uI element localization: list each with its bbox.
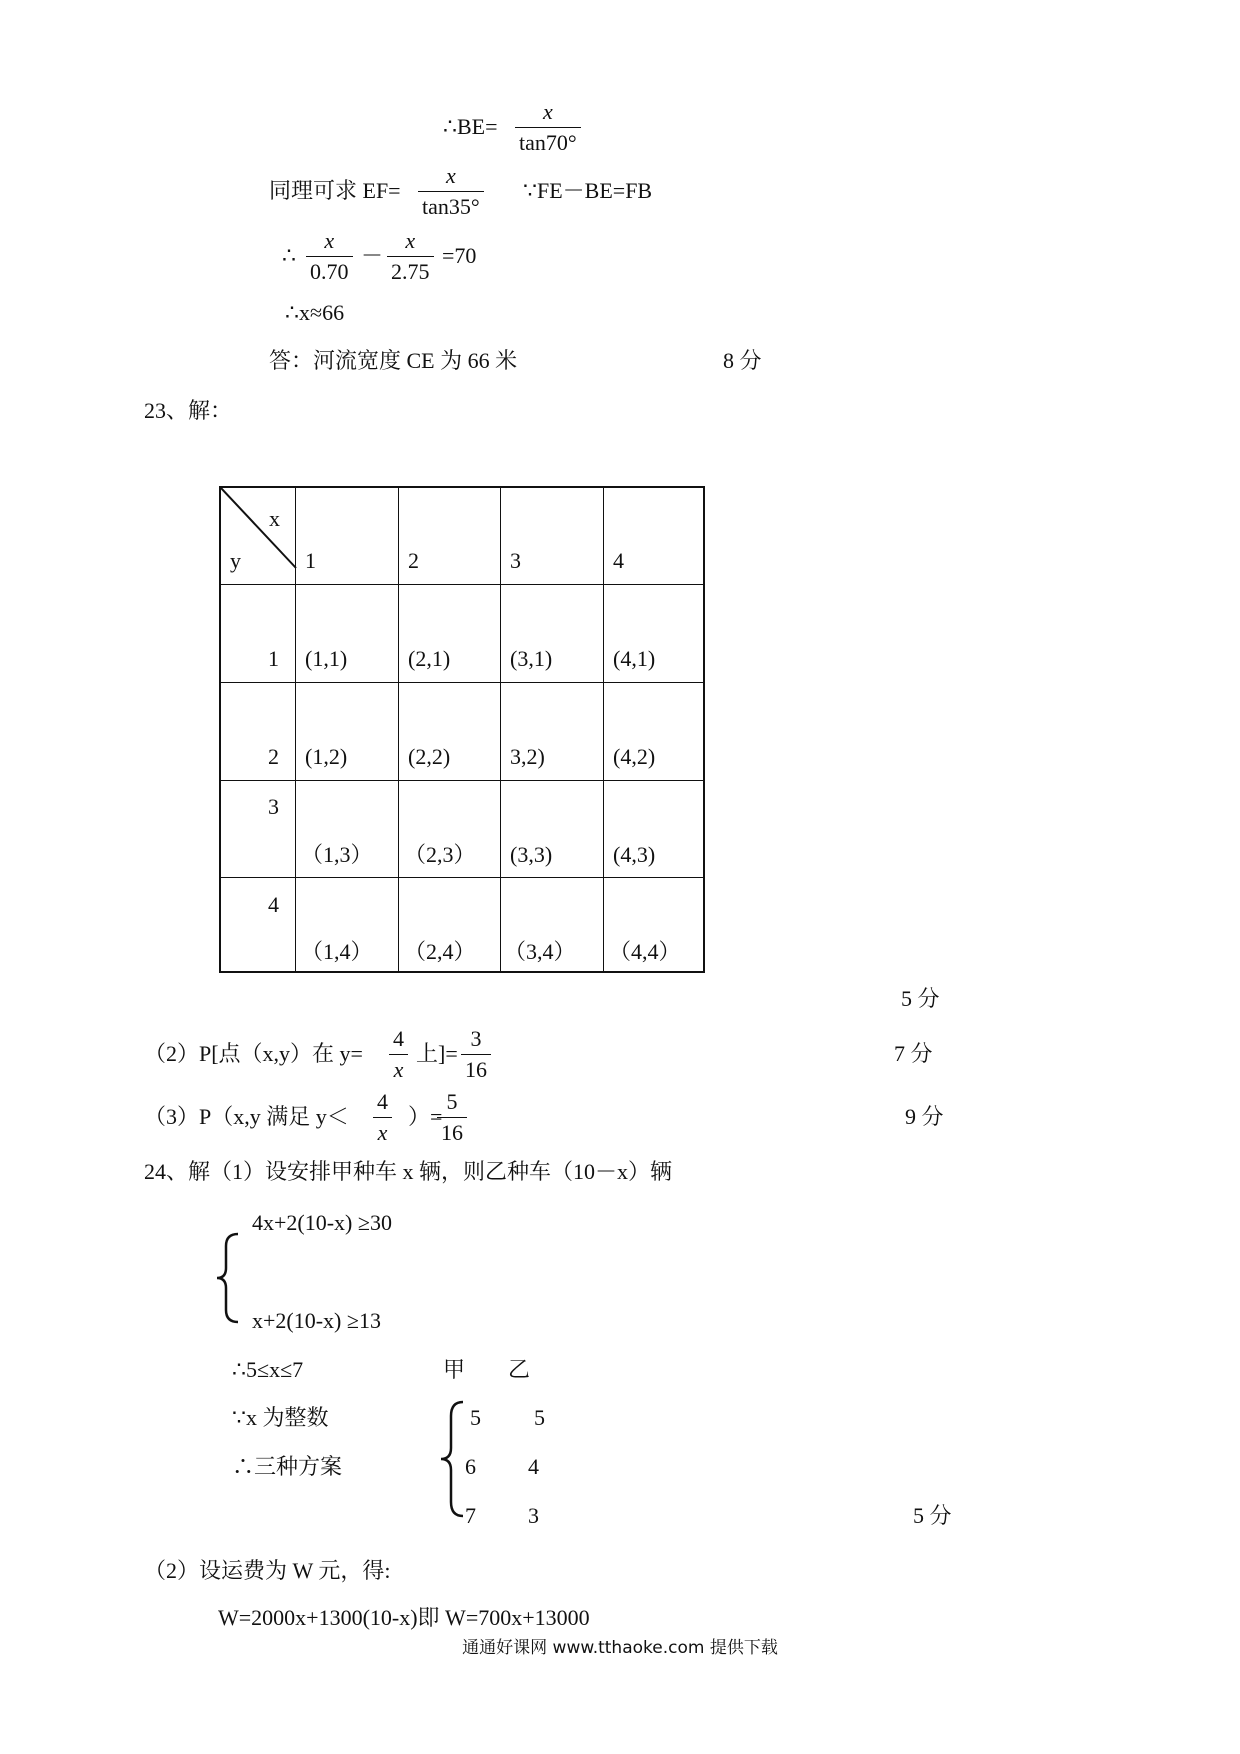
plan-yi-value: 4: [528, 1454, 539, 1479]
table-cell: （1,3）: [301, 842, 373, 867]
table-score: 5 分: [901, 986, 940, 1011]
q22-score: 8 分: [723, 348, 762, 373]
table-divider: [221, 682, 703, 683]
w-equation: W=2000x+1300(10-x)即 W=700x+13000: [218, 1605, 590, 1630]
q22-answer: 答：河流宽度 CE 为 66 米: [269, 348, 518, 373]
x-range: ∴5≤x≤7: [232, 1357, 304, 1382]
x-integer-note: ∵x 为整数: [232, 1405, 329, 1430]
p2-mid: 上]=: [416, 1041, 458, 1066]
table-cell: （2,3）: [404, 842, 476, 867]
p2-score: 7 分: [894, 1041, 933, 1066]
table-cell: (4,3): [613, 842, 656, 867]
since-statement: ∵FE－BE=FB: [523, 178, 653, 203]
table-cell: 3,2): [510, 744, 545, 769]
part2-heading: （2）设运费为 W 元，得:: [144, 1558, 391, 1583]
eq-numerator-1: x: [306, 230, 353, 257]
eq-denominator-2: 2.75: [391, 259, 430, 284]
table-divider: [221, 780, 703, 781]
table-cell: （2,4）: [404, 939, 476, 964]
x-result: ∴x≈66: [285, 300, 345, 325]
p3-answer-fraction: [437, 1091, 467, 1144]
col-header: 2: [408, 548, 419, 573]
table-cell: (2,2): [408, 744, 451, 769]
p2-hyperbola-numerator: 4: [389, 1028, 408, 1055]
row-header: 4: [268, 892, 279, 917]
ef-denominator: tan35°: [422, 194, 480, 219]
be-fraction: [515, 101, 581, 154]
table-cell: (3,3): [510, 842, 553, 867]
table-divider: [221, 877, 703, 878]
plan-yi-value: 3: [528, 1503, 539, 1528]
corner-x-label: x: [269, 506, 280, 531]
row-header: 1: [268, 646, 279, 671]
eq-numerator-2: x: [387, 230, 434, 257]
p3-mid: ）=: [408, 1104, 443, 1129]
table-cell: （3,4）: [504, 939, 576, 964]
p2-hyperbola-fraction: [389, 1028, 408, 1081]
table-cell: （4,4）: [609, 939, 681, 964]
p3-answer-numerator: 5: [437, 1091, 467, 1118]
table-cell: (2,1): [408, 646, 451, 671]
p3-hyperbola-numerator: 4: [373, 1091, 392, 1118]
plan-jia-value: 5: [470, 1405, 481, 1430]
table-cell: （1,4）: [301, 939, 373, 964]
p3-hyperbola-fraction: [373, 1091, 392, 1144]
plan-jia-value: 7: [465, 1503, 476, 1528]
eq-fraction-1: [306, 230, 353, 283]
eq-fraction-2: [387, 230, 434, 283]
inequality-2: x+2(10-x) ≥13: [252, 1308, 381, 1333]
corner-y-label: y: [230, 548, 241, 573]
row-header: 3: [268, 794, 279, 819]
col-header: 4: [613, 548, 624, 573]
eq-rhs: =70: [442, 243, 477, 268]
table-cell: (3,1): [510, 646, 553, 671]
col-yi-label: 乙: [508, 1357, 531, 1382]
plans-score: 5 分: [913, 1503, 952, 1528]
p2-prefix: （2）P[点（x,y）在 y=: [144, 1041, 363, 1066]
table-divider: [398, 488, 399, 971]
be-denominator: tan70°: [519, 130, 577, 155]
be-prefix: ∴BE=: [443, 114, 498, 139]
p3-answer-denominator: 16: [441, 1120, 463, 1145]
p3-hyperbola-denominator: x: [377, 1120, 388, 1145]
p3-prefix: （3）P（x,y 满足 y＜: [144, 1104, 349, 1129]
inequality-1: 4x+2(10-x) ≥30: [252, 1210, 392, 1235]
p2-hyperbola-denominator: x: [393, 1057, 404, 1082]
plans-brace: [437, 1400, 467, 1518]
table-divider: [603, 488, 604, 971]
p2-answer-fraction: [461, 1028, 491, 1081]
eq-prefix: ∴: [282, 243, 296, 268]
table-cell: (4,1): [613, 646, 656, 671]
outcome-table: [219, 486, 705, 973]
q23-heading: 23、解：: [144, 398, 233, 423]
eq-minus: －: [361, 243, 384, 268]
inequality-system-brace: [214, 1232, 244, 1324]
col-header: 3: [510, 548, 521, 573]
plan-yi-value: 5: [534, 1405, 545, 1430]
page-footer: 通通好课网 www.tthaoke.com 提供下载: [462, 1638, 778, 1658]
plan-jia-value: 6: [465, 1454, 476, 1479]
row-header: 2: [268, 744, 279, 769]
table-cell: (1,1): [305, 646, 348, 671]
q24-heading: 24、解（1）设安排甲种车 x 辆，则乙种车（10－x）辆: [144, 1159, 673, 1184]
p2-answer-numerator: 3: [461, 1028, 491, 1055]
ef-prefix: 同理可求 EF=: [269, 178, 401, 203]
be-numerator: x: [515, 101, 581, 128]
col-header: 1: [305, 548, 316, 573]
p2-answer-denominator: 16: [465, 1057, 487, 1082]
three-plans-note: ∴三种方案: [232, 1454, 343, 1479]
eq-denominator-1: 0.70: [310, 259, 349, 284]
table-cell: (1,2): [305, 744, 348, 769]
table-divider: [500, 488, 501, 971]
table-cell: (4,2): [613, 744, 656, 769]
p3-score: 9 分: [905, 1104, 944, 1129]
ef-numerator: x: [418, 165, 484, 192]
ef-fraction: [418, 165, 484, 218]
col-jia-label: 甲: [443, 1357, 466, 1382]
